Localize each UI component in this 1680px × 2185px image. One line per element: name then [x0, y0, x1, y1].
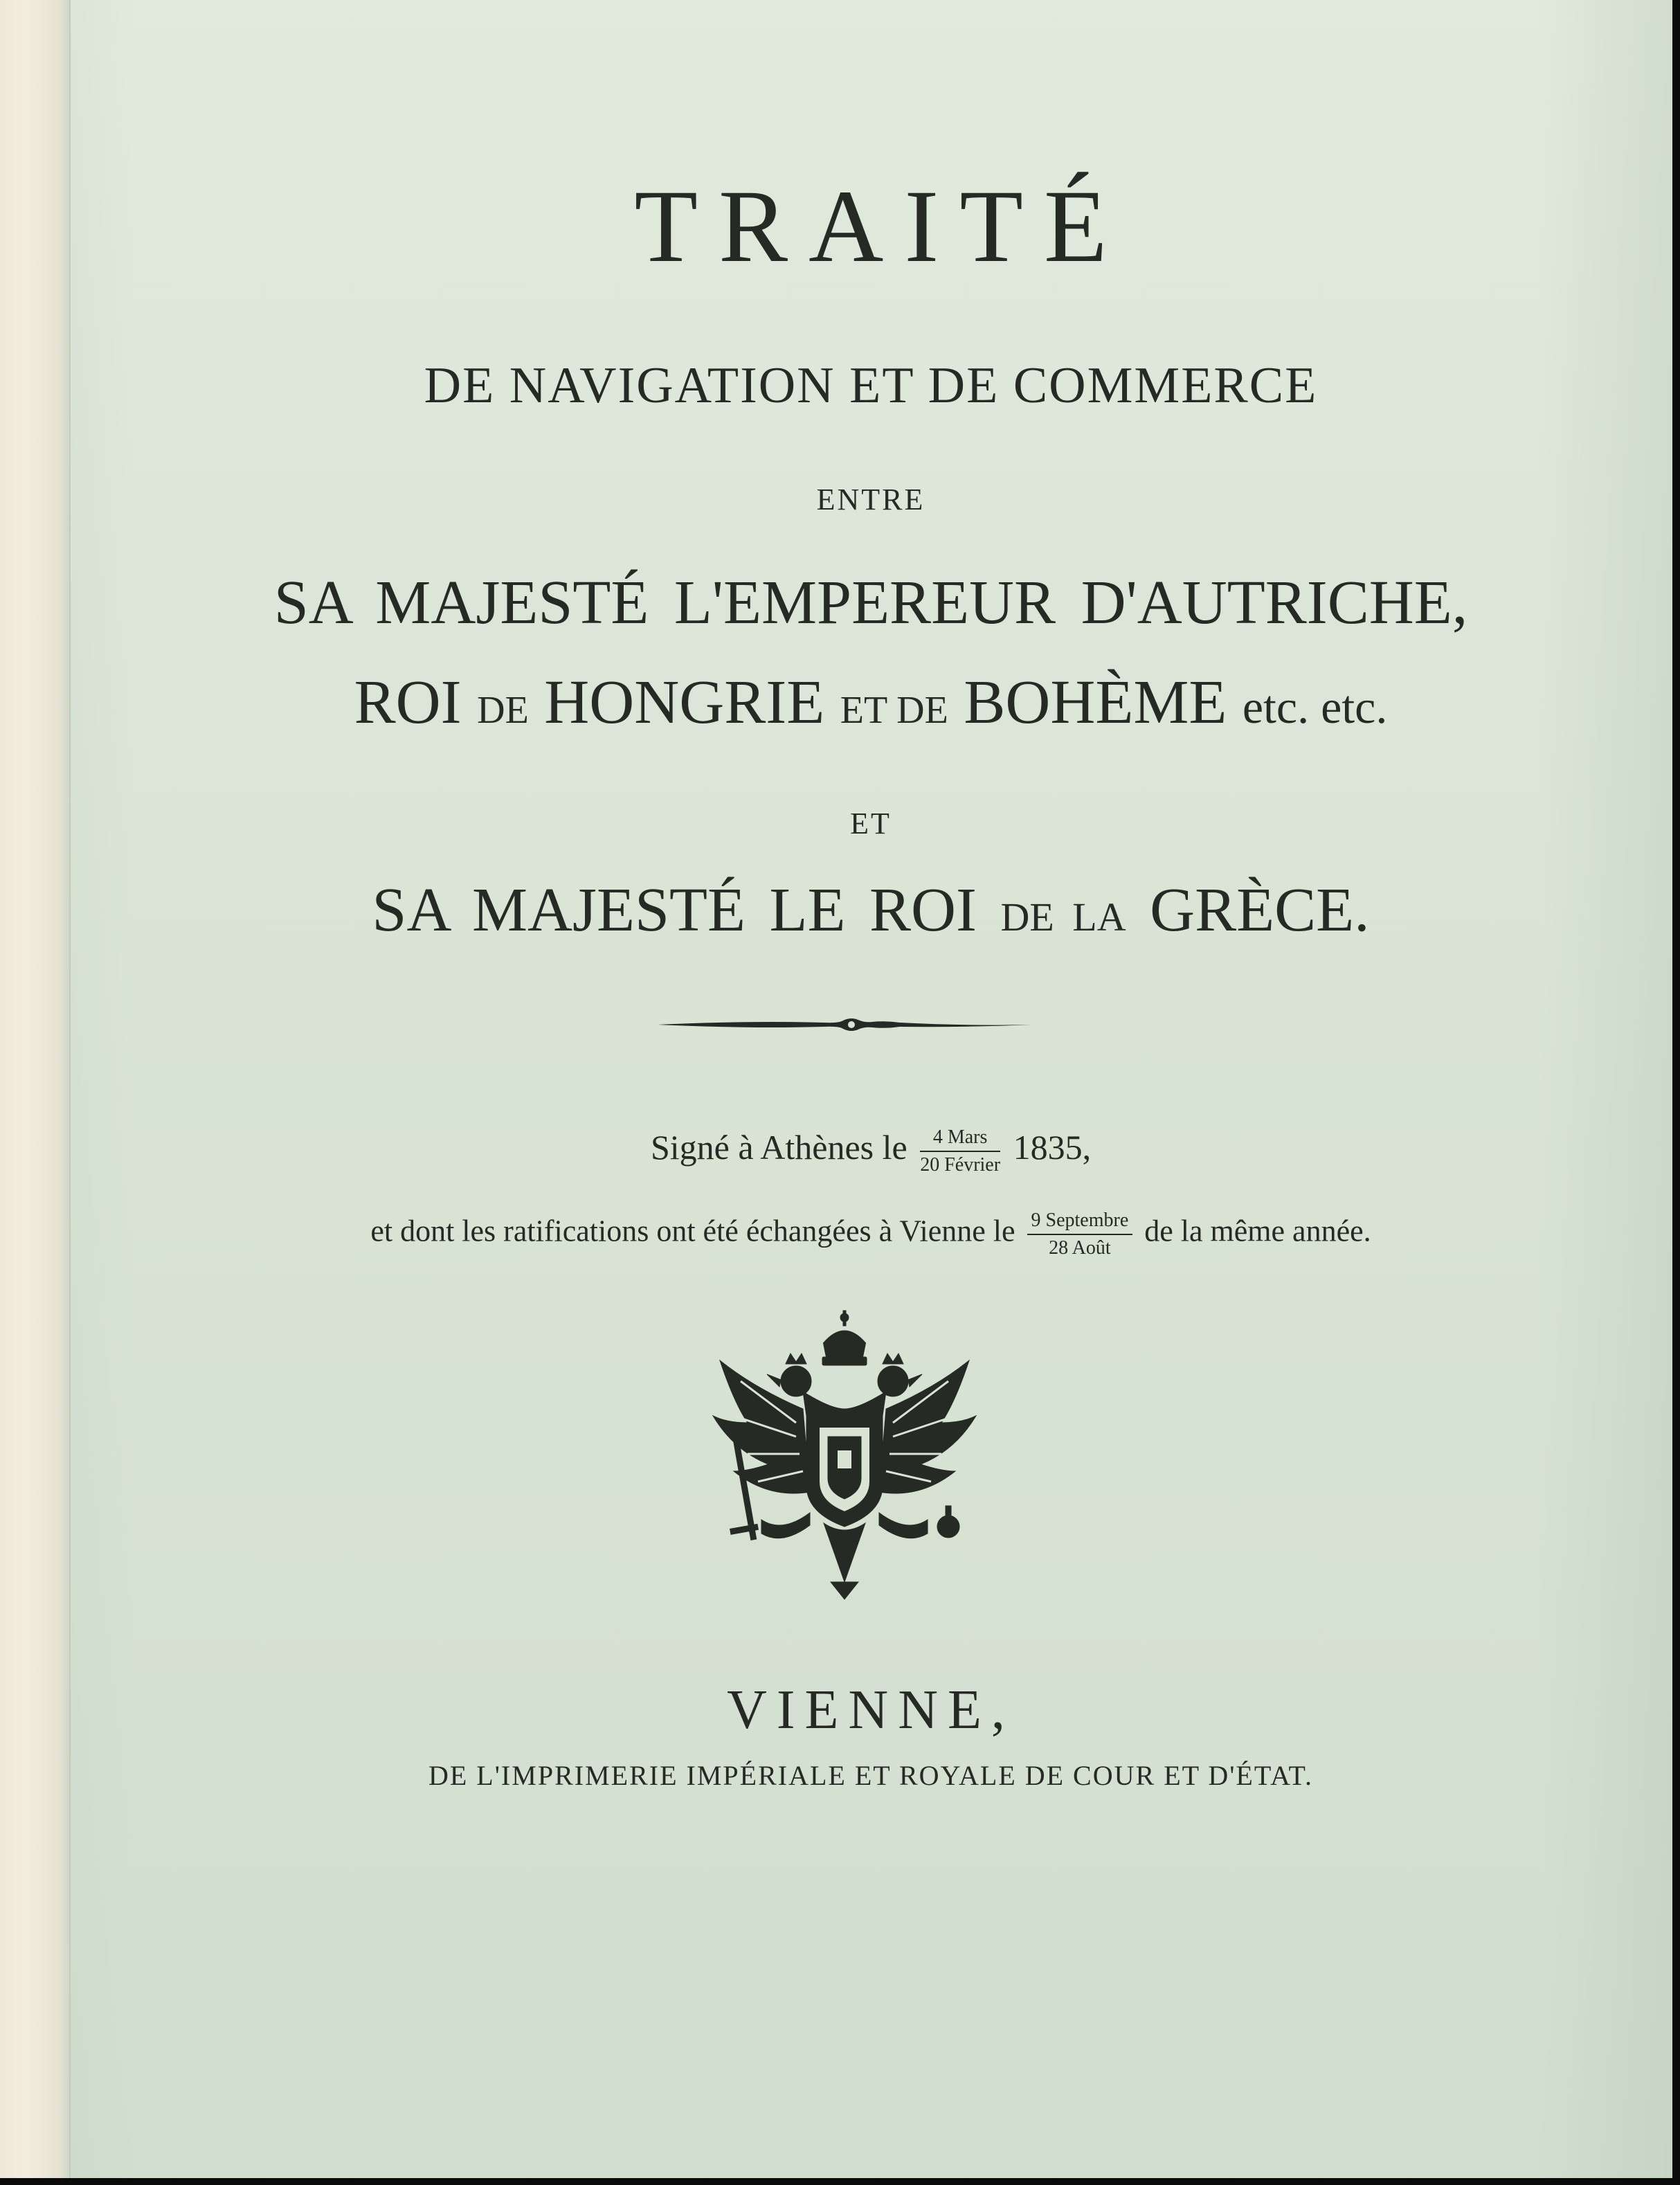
signing-line — [69, 1126, 1672, 1176]
signing-year: 1835, — [1013, 1128, 1092, 1167]
document-subtitle: DE NAVIGATION ET DE COMMERCE — [424, 357, 1318, 414]
party1-kingdoms — [69, 668, 1672, 737]
party2-grece: GRÈCE. — [1150, 876, 1370, 944]
party2-title — [69, 876, 1672, 944]
etc-words: etc. etc. — [1242, 681, 1388, 733]
party2-majesty: SA MAJESTÉ LE ROI — [372, 876, 977, 944]
roi-word: ROI — [354, 668, 462, 737]
party1-title: SA MAJESTÉ L'EMPEREUR D'AUTRICHE, — [273, 568, 1468, 637]
printer-imprint: DE L'IMPRIMERIE IMPÉRIALE ET ROYALE DE COUR ET D'ÉTAT. — [428, 1760, 1314, 1791]
ratification-date-old: 28 Août — [1049, 1237, 1111, 1259]
signing-date-old: 20 Février — [920, 1153, 1001, 1176]
between-label: ENTRE — [816, 483, 925, 516]
double-headed-eagle-icon — [692, 1305, 997, 1610]
party2-de-la: DE LA — [1000, 894, 1126, 939]
hongrie-word: HONGRIE — [544, 668, 825, 737]
signing-date-new: 4 Mars — [920, 1126, 1000, 1152]
ratification-prefix: et dont les ratifications ont été échangées à Vienne le — [370, 1214, 1015, 1248]
and-label: ET — [850, 807, 892, 840]
et-de-words: ET DE — [840, 689, 948, 732]
ratification-date-fraction — [1027, 1209, 1133, 1259]
ratification-date-new: 9 Septembre — [1027, 1209, 1133, 1235]
place-of-printing: VIENNE, — [727, 1680, 1015, 1741]
boheme-word: BOHÈME — [964, 668, 1227, 737]
de-word: DE — [477, 689, 529, 732]
ratification-line — [69, 1209, 1672, 1259]
signing-date-fraction — [920, 1126, 1000, 1176]
ratification-suffix: de la même année. — [1144, 1214, 1371, 1248]
signing-prefix: Signé à Athènes le — [650, 1128, 907, 1167]
document-title: TRAITÉ — [634, 169, 1128, 284]
ornamental-rule-icon — [658, 1011, 1031, 1038]
